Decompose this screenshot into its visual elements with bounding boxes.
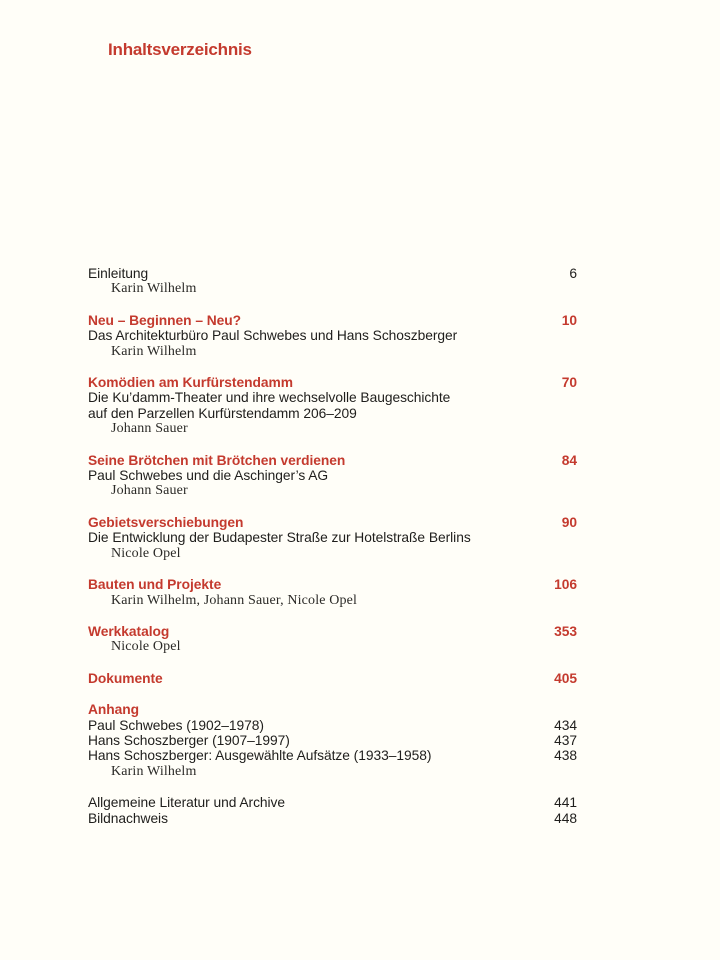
toc-entry-title: Komödien am Kurfürstendamm bbox=[88, 375, 293, 391]
toc-entry-page-number: 6 bbox=[569, 266, 577, 281]
toc-item-label: Hans Schoszberger (1907–1997) bbox=[88, 732, 290, 748]
page-title: Inhaltsverzeichnis bbox=[108, 40, 252, 59]
toc-entry-authors: Johann Sauer bbox=[111, 483, 188, 499]
toc-entry-title: Seine Brötchen mit Brötchen verdienen bbox=[88, 452, 346, 468]
toc-entry-page-number: 10 bbox=[561, 312, 577, 328]
toc-entry-title: Anhang bbox=[88, 702, 140, 718]
toc-item-row bbox=[88, 733, 577, 748]
toc-entry bbox=[88, 375, 577, 437]
toc-entry-authors: Karin Wilhelm bbox=[111, 763, 197, 779]
toc-entry-row bbox=[88, 577, 577, 592]
toc-entry-authors: Karin Wilhelm, Johann Sauer, Nicole Opel bbox=[111, 592, 358, 608]
toc-entry-subtitle: Die Ku’damm-Theater und ihre wechselvolle Baugeschichte bbox=[88, 390, 451, 406]
toc-entry-subtitle: auf den Parzellen Kurfürstendamm 206–209 bbox=[88, 405, 357, 421]
toc-item-row bbox=[88, 748, 577, 763]
toc-item-label: Bildnachweis bbox=[88, 810, 168, 826]
toc-item-page-number: 448 bbox=[554, 810, 577, 826]
toc-entry bbox=[88, 313, 577, 359]
toc-entry bbox=[88, 795, 577, 826]
toc-entry-title: Bauten und Projekte bbox=[88, 577, 222, 593]
toc-entry-page-number: 70 bbox=[561, 375, 577, 391]
toc-entry-row bbox=[88, 702, 577, 717]
toc-entry-title: Gebietsverschiebungen bbox=[88, 514, 244, 530]
toc-entry-subtitle: Die Entwicklung der Budapester Straße zur Hotelstraße Berlins bbox=[88, 530, 471, 546]
table-of-contents bbox=[88, 266, 577, 826]
toc-entry-row bbox=[88, 515, 577, 530]
toc-entry bbox=[88, 624, 577, 655]
toc-entry-authors: Nicole Opel bbox=[111, 545, 181, 561]
toc-entry-authors: Johann Sauer bbox=[111, 421, 188, 437]
toc-item-page-number: 438 bbox=[554, 748, 577, 764]
toc-entry-subtitle: Das Architekturbüro Paul Schwebes und Hans Schoszberger bbox=[88, 328, 458, 344]
toc-entry bbox=[88, 671, 577, 686]
toc-item-row bbox=[88, 811, 577, 826]
toc-entry-row bbox=[88, 453, 577, 468]
toc-entry-page-number: 405 bbox=[554, 670, 577, 686]
toc-entry bbox=[88, 702, 577, 779]
toc-entry-page-number: 353 bbox=[554, 623, 577, 639]
toc-entry bbox=[88, 515, 577, 561]
toc-item-label: Hans Schoszberger: Ausgewählte Aufsätze (1933–1958) bbox=[88, 748, 432, 764]
toc-entry bbox=[88, 453, 577, 499]
toc-entry-title: Dokumente bbox=[88, 670, 163, 686]
toc-item-row bbox=[88, 718, 577, 733]
toc-entry-authors: Nicole Opel bbox=[111, 639, 181, 655]
toc-entry-row bbox=[88, 624, 577, 639]
toc-item-page-number: 434 bbox=[554, 717, 577, 733]
toc-entry-authors: Karin Wilhelm bbox=[111, 281, 197, 297]
toc-entry-row bbox=[88, 671, 577, 686]
toc-entry-authors: Karin Wilhelm bbox=[111, 343, 197, 359]
toc-item-label: Paul Schwebes (1902–1978) bbox=[88, 717, 264, 733]
toc-entry-row bbox=[88, 375, 577, 390]
toc-entry-row bbox=[88, 266, 577, 281]
toc-entry-subtitle: Paul Schwebes und die Aschinger’s AG bbox=[88, 468, 329, 484]
toc-item-page-number: 437 bbox=[554, 732, 577, 748]
toc-item-page-number: 441 bbox=[554, 795, 577, 811]
toc-entry-title: Werkkatalog bbox=[88, 623, 170, 639]
toc-entry-page-number: 84 bbox=[561, 452, 577, 468]
toc-entry-title: Neu – Beginnen – Neu? bbox=[88, 312, 242, 328]
toc-entry-row bbox=[88, 313, 577, 328]
toc-entry-title: Einleitung bbox=[88, 266, 149, 281]
toc-entry bbox=[88, 266, 577, 297]
toc-item-label: Allgemeine Literatur und Archive bbox=[88, 795, 286, 811]
toc-entry-page-number: 90 bbox=[561, 514, 577, 530]
toc-item-row bbox=[88, 795, 577, 810]
toc-entry-page-number: 106 bbox=[554, 577, 577, 593]
toc-entry bbox=[88, 577, 577, 608]
